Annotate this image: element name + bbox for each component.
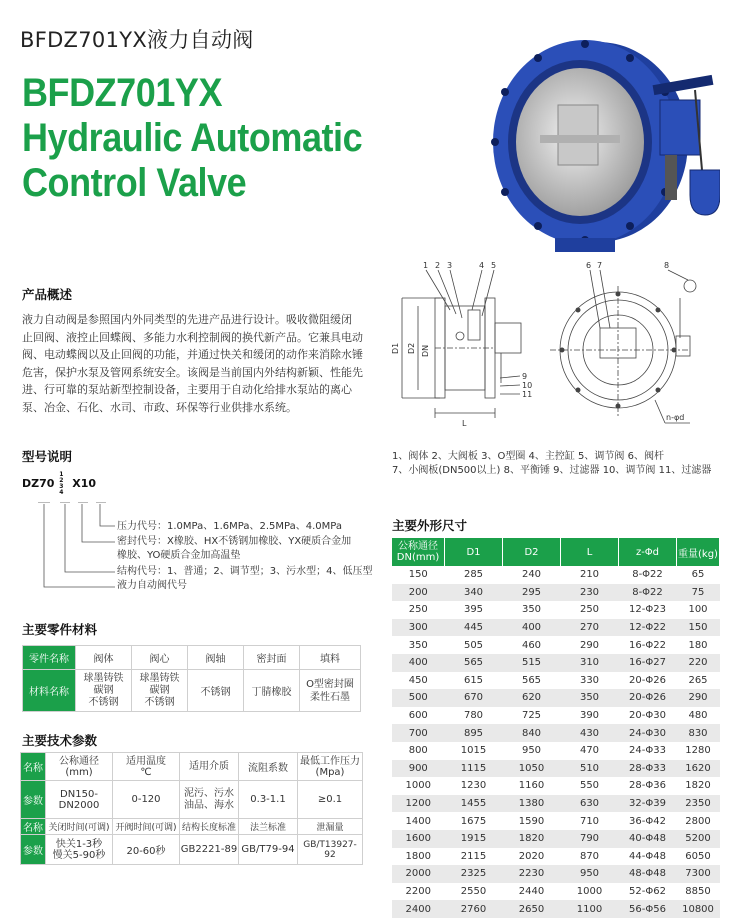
table-cell: 48-Φ48 bbox=[619, 865, 677, 883]
table-cell: 725 bbox=[521, 710, 542, 722]
table-cell: 290 bbox=[579, 639, 600, 651]
table-cell: 75 bbox=[677, 584, 720, 602]
table-cell: 24-Φ33 bbox=[629, 745, 666, 757]
table-cell: 230 bbox=[561, 584, 619, 602]
title-line-2: Hydraulic Automatic bbox=[22, 116, 363, 160]
table-cell: 5200 bbox=[677, 830, 720, 848]
table-cell: 565 bbox=[521, 674, 542, 686]
table-cell: 350 bbox=[408, 639, 428, 651]
table-cell: 7300 bbox=[677, 865, 720, 883]
table-cell: 470 bbox=[579, 745, 600, 757]
table-cell: 2230 bbox=[503, 865, 561, 883]
table-cell: 1915 bbox=[445, 830, 503, 848]
table-cell: 390 bbox=[579, 710, 600, 722]
dimensions-heading: 主要外形尺寸 bbox=[392, 518, 468, 533]
table-cell: 460 bbox=[521, 639, 542, 651]
table-cell: 500 bbox=[392, 689, 445, 707]
callout-3: 3 bbox=[447, 261, 453, 270]
table-cell: 28-Φ36 bbox=[629, 780, 666, 792]
table-row bbox=[392, 883, 720, 901]
callout-11: 11 bbox=[522, 390, 533, 399]
table-cell: 1600 bbox=[392, 830, 445, 848]
table-cell: 870 bbox=[579, 850, 600, 862]
table-cell: 600 bbox=[408, 710, 428, 722]
table-cell: 1000 bbox=[576, 885, 603, 897]
table-cell: 1200 bbox=[392, 795, 445, 813]
table-cell: 32-Φ39 bbox=[619, 795, 677, 813]
table-cell: 445 bbox=[445, 619, 503, 637]
callout-4: 4 bbox=[479, 261, 485, 270]
table-cell: 830 bbox=[677, 724, 720, 742]
table-cell: 2650 bbox=[503, 900, 561, 918]
table-row bbox=[392, 848, 720, 866]
table-cell: 6050 bbox=[685, 850, 711, 862]
table-cell: 1280 bbox=[685, 745, 711, 757]
table-cell: 28-Φ33 bbox=[619, 760, 677, 778]
table-row bbox=[392, 777, 720, 795]
table-cell: 1800 bbox=[405, 850, 431, 862]
table-cell: 700 bbox=[392, 724, 445, 742]
table-cell: 2550 bbox=[460, 885, 487, 897]
table-row bbox=[392, 830, 720, 848]
table-cell: 52-Φ62 bbox=[629, 885, 666, 897]
table-cell: 2440 bbox=[518, 885, 545, 897]
table-cell: 220 bbox=[677, 654, 720, 672]
overview-heading: 产品概述 bbox=[22, 287, 73, 302]
table-cell: 240 bbox=[521, 569, 542, 581]
callout-1: 1 bbox=[423, 261, 429, 270]
table-cell: 630 bbox=[561, 795, 619, 813]
table-row bbox=[392, 636, 720, 654]
table-cell: 550 bbox=[579, 780, 600, 792]
table-cell: 250 bbox=[579, 604, 600, 616]
table-cell: 400 bbox=[503, 619, 561, 637]
table-row bbox=[392, 689, 720, 707]
table-cell: 400 bbox=[392, 654, 445, 672]
table-cell: 450 bbox=[408, 674, 428, 686]
table-cell: 480 bbox=[688, 710, 708, 722]
table-cell: 2800 bbox=[685, 815, 711, 827]
parts-heading: 主要零件材料 bbox=[22, 622, 98, 637]
table-row bbox=[392, 566, 720, 584]
table-cell: 1675 bbox=[460, 815, 487, 827]
table-cell: 295 bbox=[503, 584, 561, 602]
dim-nphid: n-φd bbox=[666, 413, 685, 422]
table-row bbox=[392, 742, 720, 760]
title-line-1: BFDZ701YX bbox=[22, 71, 223, 115]
table-cell: 2000 bbox=[392, 865, 445, 883]
table-cell: 895 bbox=[445, 724, 503, 742]
table-cell: 20-Φ26 bbox=[629, 674, 666, 686]
table-cell: 1455 bbox=[445, 795, 503, 813]
table-cell: 790 bbox=[561, 830, 619, 848]
table-cell: 510 bbox=[561, 760, 619, 778]
table-row bbox=[392, 900, 720, 918]
table-cell: 350 bbox=[521, 604, 542, 616]
dim-l: L bbox=[462, 419, 467, 428]
table-cell: 800 bbox=[408, 745, 428, 757]
table-cell: 8-Φ22 bbox=[619, 584, 677, 602]
table-cell: 1400 bbox=[405, 815, 431, 827]
table-cell: 350 bbox=[561, 689, 619, 707]
callout-6: 6 bbox=[586, 261, 592, 270]
dimensions-table: 公称通径 DN(mm) D1 D2 L z-Φd 重量(kg) 150 285 240 210 8-Φ22 65 200 340 295 230 8-Φ22 75 250 395 350 250 12-Φ23 100 300 445 400 270 12-Φ22 150 350 505 460 290 16-Φ22 180 400 565 515 310 16-Φ27 220 450 615 565 330 20-Φ26 265 500 670 620 350 20-Φ26 290 600 780 725 390 20-Φ30 480 700 895 840 430 24-Φ30 830 800 1015 950 470 24-Φ33 1280 900 1115 1050 510 28-Φ33 1620 1000 1230 1160 550 28-Φ36 1820 1200 1455 1380 630 32-Φ39 2350 1400 1675 1590 710 36-Φ42 2800 1600 1915 1820 790 40-Φ48 5200 1800 2115 2020 870 44-Φ48 6050 2000 2325 2230 950 48-Φ48 7300 2200 2550 2440 1000 52-Φ62 8850 2400 2760 2650 1100 56-Φ56 10800 bbox=[392, 538, 720, 918]
table-cell: 1620 bbox=[677, 760, 720, 778]
table-cell: 670 bbox=[445, 689, 503, 707]
table-row bbox=[392, 865, 720, 883]
parts-table: 零件名称 阀体 阀心 阀轴 密封面 填料 材料名称 球墨铸铁 碳钢 不锈钢 球墨铸铁 碳钢 不锈钢 不锈钢 丁腈橡胶 O型密封圈 柔性石墨 bbox=[22, 645, 361, 712]
table-cell: 65 bbox=[691, 569, 705, 581]
table-cell: 2350 bbox=[677, 795, 720, 813]
valve-drawing bbox=[390, 258, 720, 433]
table-cell: 200 bbox=[392, 584, 445, 602]
table-cell: 840 bbox=[503, 724, 561, 742]
drawing-legend: 1、阀体 2、大阀板 3、O型圈 4、主控缸 5、调节阀 6、阀杆 7、小阀板(DN500以上) 8、平衡锤 9、过滤器 10、调节阀 11、过滤器 bbox=[392, 451, 712, 476]
table-cell: 2200 bbox=[405, 885, 431, 897]
tech-table: 名称 公称通径 (mm) 适用温度 ℃ 适用介质 流阻系数 最低工作压力 (Mpa) 参数 DN150- DN2000 0-120 泥污、污水 油品、海水 0.3-1.1 ≥0.1 名称 关闭时间(可调) 开阀时间(可调) 结构长度标准 法兰标准 泄漏量 参数 快关1-3秒 慢关5-90秒 20-60秒 GB2221-89 GB/T79-94 GB/T13927-92 bbox=[20, 752, 363, 865]
table-cell: 1820 bbox=[685, 780, 711, 792]
table-cell: 1820 bbox=[503, 830, 561, 848]
table-cell: 950 bbox=[521, 745, 542, 757]
table-cell: 780 bbox=[463, 710, 484, 722]
table-cell: 40-Φ48 bbox=[619, 830, 677, 848]
table-cell: 20-Φ26 bbox=[619, 689, 677, 707]
table-cell: 250 bbox=[408, 604, 428, 616]
table-cell: 2760 bbox=[445, 900, 503, 918]
title-line-3: Control Valve bbox=[22, 161, 247, 205]
table-row bbox=[392, 795, 720, 813]
table-cell: 900 bbox=[392, 760, 445, 778]
model-description: 压力代号：1.0MPa、1.6MPa、2.5MPa、4.0MPa 密封代号：X橡胶、HX不锈钢加橡胶、YX硬质合金加 橡胶、YO硬质合金加高温垫 结构代号：1、普通；2、调节型；3、污水型；4、低压型 液力自动阀代号 bbox=[117, 521, 373, 591]
table-cell: 36-Φ42 bbox=[629, 815, 666, 827]
callout-7: 7 bbox=[597, 261, 603, 270]
table-cell: 1015 bbox=[460, 745, 487, 757]
table-cell: 16-Φ22 bbox=[629, 639, 666, 651]
dim-d1: D1 bbox=[391, 342, 400, 354]
overview-text: 液力自动阀是参照国内外同类型的先进产品进行设计。吸收微阻缓闭 止回阀、液控止回蝶阀、多能力水利控制阀的换代新产品。它兼具电动 阀、电动蝶阀以及止回阀的功能，并通过快关和缓闭的动作来消除水锤 危害，保护水泵及管网系统安全。该阀是当前国内外结构新颖、性能先 进、行可靠的泵站新型控制设备，主要用于自动化给排水泵站的离心 泵、冶金、石化、水司、市政、环保等行业供排水系统。 bbox=[22, 313, 363, 414]
table-cell: 1590 bbox=[518, 815, 545, 827]
table-row bbox=[392, 584, 720, 602]
callout-5: 5 bbox=[491, 261, 497, 270]
table-cell: 265 bbox=[688, 674, 708, 686]
table-row bbox=[392, 812, 720, 830]
table-row bbox=[392, 654, 720, 672]
table-cell: 330 bbox=[579, 674, 600, 686]
callout-9: 9 bbox=[522, 372, 528, 381]
table-cell: 100 bbox=[688, 604, 708, 616]
table-cell: 150 bbox=[408, 569, 428, 581]
table-row bbox=[392, 619, 720, 637]
table-cell: 290 bbox=[677, 689, 720, 707]
table-cell: 16-Φ27 bbox=[619, 654, 677, 672]
table-cell: 1380 bbox=[503, 795, 561, 813]
table-row bbox=[392, 760, 720, 778]
table-cell: 24-Φ30 bbox=[619, 724, 677, 742]
table-cell: 12-Φ23 bbox=[629, 604, 666, 616]
table-row bbox=[392, 672, 720, 690]
table-cell: 565 bbox=[445, 654, 503, 672]
table-cell: 1000 bbox=[405, 780, 431, 792]
model-code: DZ70 1 2 3 4 X10 bbox=[22, 471, 97, 496]
table-cell: 20-Φ30 bbox=[629, 710, 666, 722]
table-cell: 615 bbox=[463, 674, 484, 686]
model-code-lines bbox=[30, 502, 120, 592]
table-cell: 2400 bbox=[392, 900, 445, 918]
page-subtitle: BFDZ701YX液力自动阀 bbox=[20, 28, 254, 52]
dim-dn: DN bbox=[421, 344, 430, 357]
callout-2: 2 bbox=[435, 261, 441, 270]
table-cell: 180 bbox=[688, 639, 708, 651]
table-cell: 1050 bbox=[503, 760, 561, 778]
table-cell: 1230 bbox=[460, 780, 487, 792]
table-cell: 12-Φ22 bbox=[619, 619, 677, 637]
tech-heading: 主要技术参数 bbox=[22, 733, 98, 748]
table-row bbox=[392, 601, 720, 619]
table-cell: 10800 bbox=[677, 900, 720, 918]
table-cell: 44-Φ48 bbox=[629, 850, 666, 862]
table-cell: 150 bbox=[677, 619, 720, 637]
table-cell: 8-Φ22 bbox=[632, 569, 663, 581]
table-cell: 395 bbox=[463, 604, 484, 616]
table-cell: 2020 bbox=[518, 850, 545, 862]
table-cell: 340 bbox=[445, 584, 503, 602]
table-cell: 210 bbox=[579, 569, 600, 581]
table-cell: 620 bbox=[503, 689, 561, 707]
table-cell: 1160 bbox=[518, 780, 545, 792]
table-cell: 2115 bbox=[460, 850, 487, 862]
table-cell: 285 bbox=[463, 569, 484, 581]
table-cell: 430 bbox=[561, 724, 619, 742]
table-cell: 505 bbox=[463, 639, 484, 651]
table-cell: 710 bbox=[579, 815, 600, 827]
table-cell: 515 bbox=[503, 654, 561, 672]
table-row bbox=[392, 707, 720, 725]
table-cell: 1115 bbox=[445, 760, 503, 778]
table-row bbox=[392, 724, 720, 742]
table-cell: 310 bbox=[561, 654, 619, 672]
model-heading: 型号说明 bbox=[22, 449, 73, 464]
table-cell: 950 bbox=[561, 865, 619, 883]
dim-d2: D2 bbox=[407, 342, 416, 354]
table-cell: 8850 bbox=[685, 885, 711, 897]
valve-product-image bbox=[470, 30, 720, 255]
table-cell: 300 bbox=[392, 619, 445, 637]
table-cell: 56-Φ56 bbox=[619, 900, 677, 918]
table-cell: 1100 bbox=[561, 900, 619, 918]
callout-10: 10 bbox=[522, 381, 533, 390]
callout-8: 8 bbox=[664, 261, 670, 270]
table-cell: 270 bbox=[561, 619, 619, 637]
table-cell: 2325 bbox=[445, 865, 503, 883]
